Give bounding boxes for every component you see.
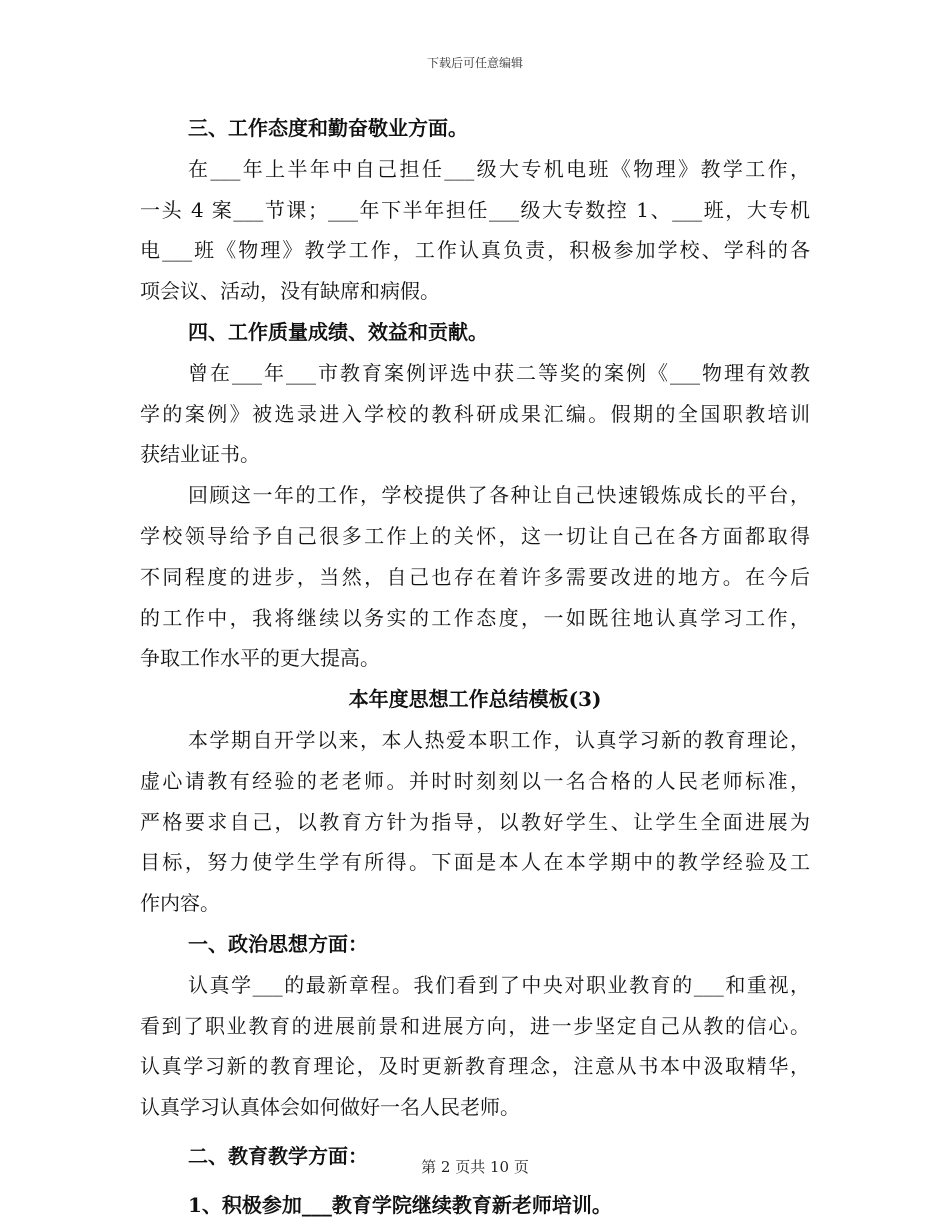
paragraph-line: 看到了职业教育的进展前景和进展方向，进一步坚定自己从教的信心。 [140,1013,810,1038]
section-heading-1: 一、政治思想方面： [188,931,368,956]
paragraph-line: 作内容。 [140,891,220,916]
list-item-heading: 1、积极参加___教育学院继续教育新老师培训。 [188,1192,612,1217]
paragraph-line: 不同程度的进步，当然，自己也存在着许多需要改进的地方。在今后 [140,564,810,589]
paragraph-line: 学的案例》被选录进入学校的教科研成果汇编。假期的全国职教培训 [140,401,810,426]
document-body [140,108,810,1226]
paragraph-line: 争取工作水平的更大提高。 [140,646,380,671]
paragraph-line: 认真学习新的教育理论，及时更新教育理念，注意从书本中汲取精华， [140,1054,810,1079]
section-heading-3: 三、工作态度和勤奋敬业方面。 [188,116,468,140]
paragraph-line: 目标，努力使学生学有所得。下面是本人在本学期中的教学经验及工 [140,850,810,875]
paragraph-line: 本学期自开学以来，本人热爱本职工作，认真学习新的教育理论， [188,727,810,752]
page-footer: 第 2 页共 10 页 [421,1158,529,1176]
paragraph-line: 获结业证书。 [140,442,260,467]
section-heading-4: 四、工作质量成绩、效益和贡献。 [188,319,488,344]
paragraph-line: 项会议、活动，没有缺席和病假。 [140,279,440,304]
paragraph-line: 电___班《物理》教学工作，工作认真负责，积极参加学校、学科的各 [140,238,810,263]
paragraph-line: 严格要求自己，以教育方针为指导，以教好学生、让学生全面进展为 [140,809,810,834]
document-title: 本年度思想工作总结模板(3) [348,687,602,712]
paragraph-line: 曾在___年___市教育案例评选中获二等奖的案例《___物理有效教 [188,360,810,385]
paragraph-line: 一头 4 案___节课；___年下半年担任___级大专数控 1、___班，大专机 [140,197,810,222]
page-header: 下载后可任意编辑 [426,56,523,70]
paragraph-line: 认真学习认真体会如何做好一名人民老师。 [140,1095,520,1120]
section-heading-2: 二、教育教学方面： [188,1143,368,1168]
paragraph-line: 认真学___的最新章程。我们看到了中央对职业教育的___和重视， [188,972,810,997]
paragraph-line: 学校领导给予自己很多工作上的关怀，这一切让自己在各方面都取得 [140,523,810,548]
paragraph-line: 回顾这一年的工作，学校提供了各种让自己快速锻炼成长的平台， [188,483,810,508]
paragraph-line: 的工作中，我将继续以务实的工作态度，一如既往地认真学习工作， [140,605,810,630]
paragraph-line: 虚心请教有经验的老老师。并时时刻刻以一名合格的人民老师标准， [140,768,810,793]
paragraph-line: 在___年上半年中自己担任___级大专机电班《物理》教学工作， [188,156,810,181]
